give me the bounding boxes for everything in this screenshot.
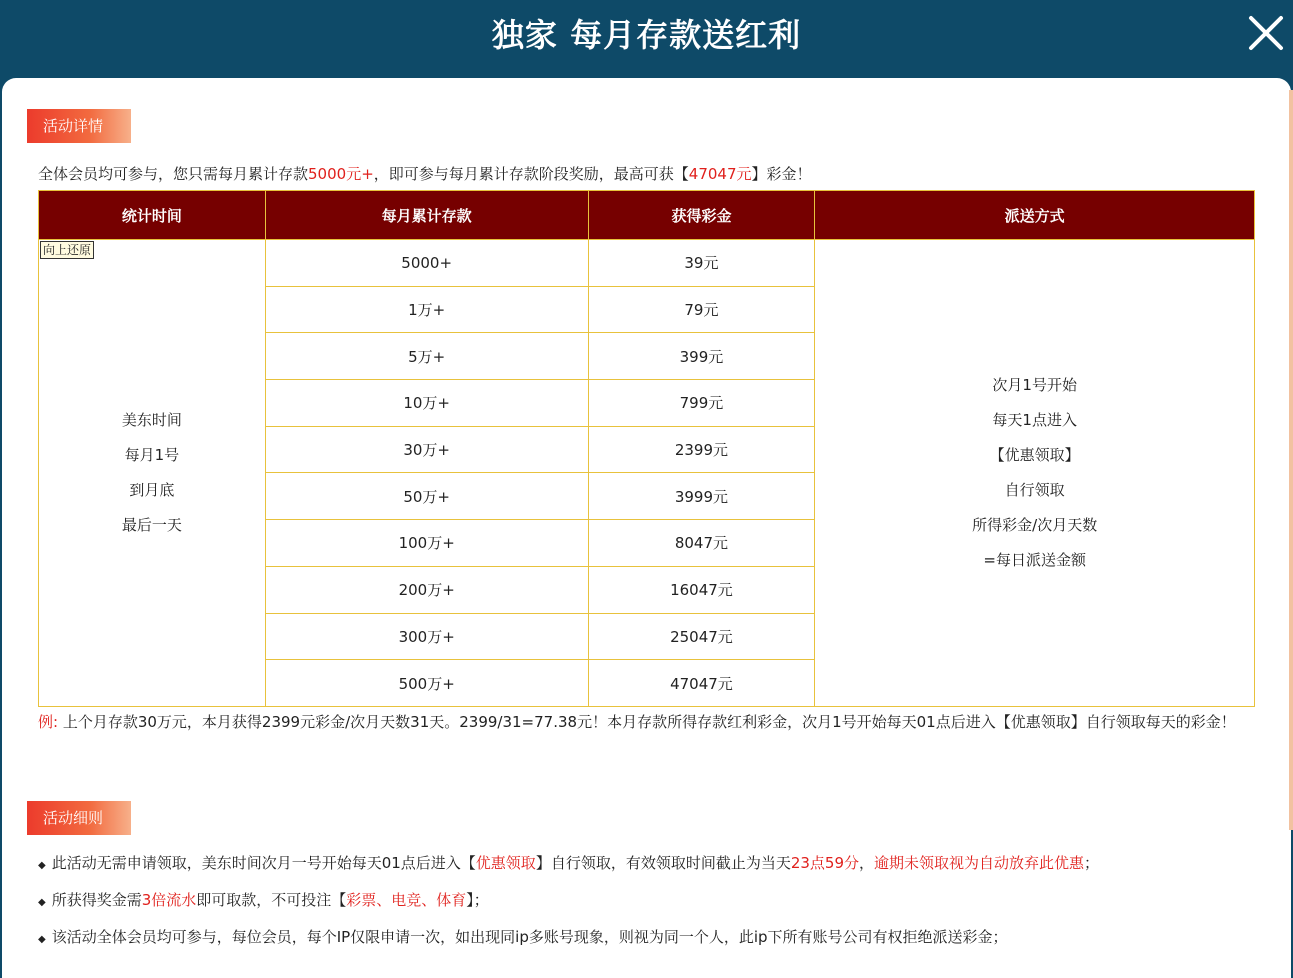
rule-text: 该活动全体会员均可参与，每位会员，每个IP仅限申请一次，如出现同ip多账号现象，则视为同一个人，此ip下所有账号公司有权拒绝派送彩金； [51,928,1008,946]
deposit-cell: 300万+ [265,613,588,660]
header-bonus: 获得彩金 [588,191,815,240]
header-bar [0,0,1293,80]
section-badge-details: 活动详情 [27,109,131,143]
delivery-line: 每天1点进入 [992,410,1077,429]
table-row [39,240,1255,287]
bonus-cell: 39元 [588,240,815,287]
diamond-bullet-icon: ◆ [38,934,46,945]
bonus-cell: 2399元 [588,426,815,473]
rule-text: 即可取款，不可投注【 [196,891,347,909]
example-body: 上个月存款30万元，本月获得2399元彩金/次月天数31天。2399/31=77.38元！本月存款所得存款红利彩金，次月1号开始每天01点后进入【优惠领取】自行领取每天的彩金！ [62,713,1236,731]
diamond-bullet-icon: ◆ [38,897,46,908]
scrollbar-edge[interactable] [1289,90,1293,830]
rule-text: 】； [466,891,489,909]
bonus-cell: 8047元 [588,520,815,567]
rule-highlight: 23点59分 [790,854,860,872]
delivery-line: 自行领取 [1004,480,1065,499]
rules-list [38,846,1258,957]
rule-text: ， [859,854,875,872]
rule-item [38,920,1258,957]
period-cell [39,240,266,707]
bonus-cell: 16047元 [588,566,815,613]
bonus-cell: 399元 [588,333,815,380]
reset-up-button[interactable]: 向上还原 [40,241,94,259]
delivery-line: =每日派送金额 [983,550,1086,569]
period-line: 到月底 [129,480,175,499]
bonus-cell: 47047元 [588,660,815,707]
delivery-line: 次月1号开始 [992,375,1077,394]
diamond-bullet-icon: ◆ [38,860,46,871]
delivery-line: 所得彩金/次月天数 [972,515,1098,534]
example-prefix: 例: [38,713,59,731]
deposit-cell: 100万+ [265,520,588,567]
rule-text: ； [1084,854,1100,872]
intro-text [38,163,812,184]
content-panel [2,78,1291,978]
rule-highlight: 3倍流水 [141,891,197,909]
deposit-cell: 500万+ [265,660,588,707]
deposit-cell: 50万+ [265,473,588,520]
rule-text: 此活动无需申请领取，美东时间次月一号开始每天01点后进入【 [51,854,476,872]
rule-text: 】自行领取，有效领取时间截止为当天 [535,854,791,872]
bonus-cell: 25047元 [588,613,815,660]
bonus-table [38,190,1255,707]
intro-part-2: ，即可参与每月累计存款阶段奖励，最高可获【 [373,165,689,183]
rule-item [38,846,1258,883]
intro-part-1: 全体会员均可参与，您只需每月累计存款 [38,165,309,183]
deposit-cell: 30万+ [265,426,588,473]
rule-item [38,883,1258,920]
bonus-cell: 79元 [588,286,815,333]
bonus-cell: 3999元 [588,473,815,520]
delivery-line: 【优惠领取】 [989,445,1080,464]
rule-text: 所获得奖金需 [51,891,142,909]
header-deposit: 每月累计存款 [265,191,588,240]
deposit-cell: 5万+ [265,333,588,380]
deposit-cell: 5000+ [265,240,588,287]
delivery-cell [815,240,1255,707]
deposit-cell: 200万+ [265,566,588,613]
rule-highlight: 逾期未领取视为自动放弃此优惠 [874,854,1085,872]
rule-highlight: 彩票、电竞、体育 [346,891,467,909]
bonus-cell: 799元 [588,380,815,427]
section-badge-rules: 活动细则 [27,801,131,835]
rule-highlight: 优惠领取 [475,854,536,872]
intro-amount: 5000元+ [308,165,374,183]
example-text [38,705,1256,740]
deposit-cell: 1万+ [265,286,588,333]
close-icon[interactable] [1245,12,1287,54]
header-delivery: 派送方式 [815,191,1255,240]
period-line: 最后一天 [121,515,182,534]
table-header-row [39,191,1255,240]
header-period: 统计时间 [39,191,266,240]
intro-max-bonus: 47047元 [688,165,752,183]
intro-part-3: 】彩金！ [751,165,812,183]
deposit-cell: 10万+ [265,380,588,427]
page-title: 独家 每月存款送红利 [491,16,802,54]
period-line: 美东时间 [121,410,182,429]
period-line: 每月1号 [124,445,180,464]
